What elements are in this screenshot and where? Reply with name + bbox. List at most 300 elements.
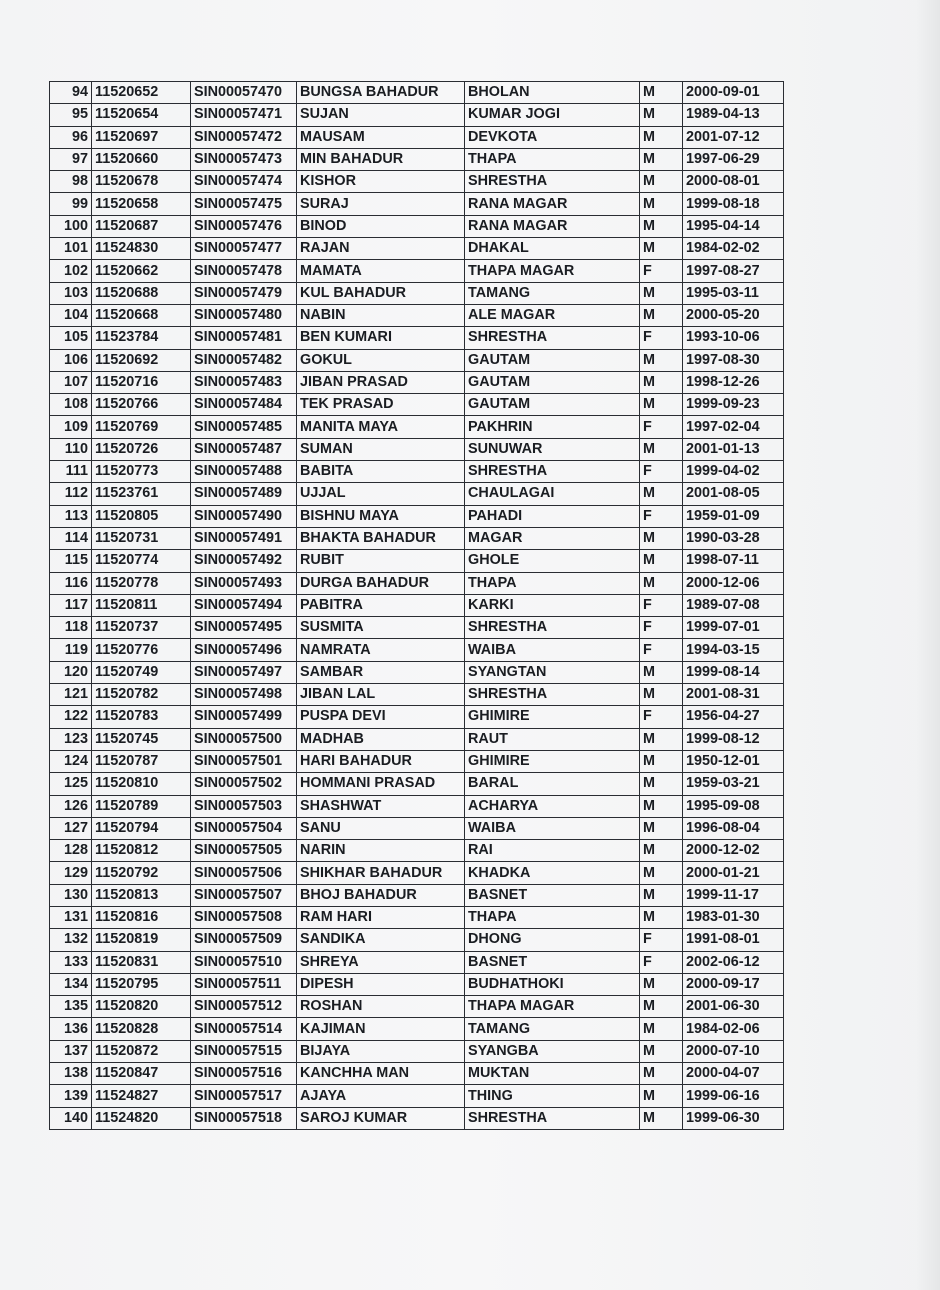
first-name-cell: MADHAB: [297, 728, 465, 750]
id-number-cell: 11520872: [92, 1040, 191, 1062]
id-number-cell: 11523784: [92, 327, 191, 349]
serial-number-cell: 104: [50, 304, 92, 326]
table-row: [50, 684, 784, 706]
sin-number-cell: SIN00057516: [191, 1063, 297, 1085]
table-row: [50, 148, 784, 170]
date-of-birth-cell: 1989-07-08: [683, 594, 784, 616]
table-row: [50, 594, 784, 616]
first-name-cell: AJAYA: [297, 1085, 465, 1107]
first-name-cell: SAROJ KUMAR: [297, 1107, 465, 1129]
sin-number-cell: SIN00057488: [191, 461, 297, 483]
date-of-birth-cell: 1995-04-14: [683, 215, 784, 237]
date-of-birth-cell: 1997-08-27: [683, 260, 784, 282]
table-row: [50, 661, 784, 683]
sex-cell: M: [640, 349, 683, 371]
id-number-cell: 11520773: [92, 461, 191, 483]
date-of-birth-cell: 2001-07-12: [683, 126, 784, 148]
table-row: [50, 349, 784, 371]
last-name-cell: DEVKOTA: [465, 126, 640, 148]
date-of-birth-cell: 1999-08-12: [683, 728, 784, 750]
sin-number-cell: SIN00057502: [191, 773, 297, 795]
serial-number-cell: 112: [50, 483, 92, 505]
id-number-cell: 11520789: [92, 795, 191, 817]
first-name-cell: DIPESH: [297, 973, 465, 995]
serial-number-cell: 121: [50, 684, 92, 706]
sin-number-cell: SIN00057480: [191, 304, 297, 326]
date-of-birth-cell: 1999-09-23: [683, 394, 784, 416]
id-number-cell: 11520805: [92, 505, 191, 527]
id-number-cell: 11520692: [92, 349, 191, 371]
first-name-cell: NABIN: [297, 304, 465, 326]
date-of-birth-cell: 1999-04-02: [683, 461, 784, 483]
id-number-cell: 11520828: [92, 1018, 191, 1040]
sex-cell: M: [640, 171, 683, 193]
sex-cell: M: [640, 840, 683, 862]
date-of-birth-cell: 1989-04-13: [683, 104, 784, 126]
date-of-birth-cell: 2000-09-01: [683, 82, 784, 104]
table-row: [50, 572, 784, 594]
sex-cell: M: [640, 862, 683, 884]
id-number-cell: 11520787: [92, 750, 191, 772]
serial-number-cell: 119: [50, 639, 92, 661]
date-of-birth-cell: 1999-06-30: [683, 1107, 784, 1129]
date-of-birth-cell: 1997-08-30: [683, 349, 784, 371]
id-number-cell: 11524830: [92, 238, 191, 260]
serial-number-cell: 127: [50, 817, 92, 839]
serial-number-cell: 98: [50, 171, 92, 193]
sex-cell: M: [640, 750, 683, 772]
table-row: [50, 238, 784, 260]
first-name-cell: MIN BAHADUR: [297, 148, 465, 170]
first-name-cell: RAM HARI: [297, 906, 465, 928]
sex-cell: M: [640, 215, 683, 237]
table-row: [50, 371, 784, 393]
serial-number-cell: 102: [50, 260, 92, 282]
last-name-cell: GHOLE: [465, 550, 640, 572]
table-row: [50, 1085, 784, 1107]
serial-number-cell: 131: [50, 906, 92, 928]
table-row: [50, 416, 784, 438]
sin-number-cell: SIN00057472: [191, 126, 297, 148]
id-number-cell: 11520792: [92, 862, 191, 884]
table-row: [50, 906, 784, 928]
serial-number-cell: 103: [50, 282, 92, 304]
table-row: [50, 1063, 784, 1085]
date-of-birth-cell: 1998-12-26: [683, 371, 784, 393]
date-of-birth-cell: 1999-11-17: [683, 884, 784, 906]
table-row: [50, 929, 784, 951]
roster-body: [50, 82, 784, 1130]
sin-number-cell: SIN00057479: [191, 282, 297, 304]
id-number-cell: 11520731: [92, 527, 191, 549]
id-number-cell: 11520688: [92, 282, 191, 304]
table-row: [50, 126, 784, 148]
sex-cell: M: [640, 394, 683, 416]
table-row: [50, 394, 784, 416]
date-of-birth-cell: 2000-04-07: [683, 1063, 784, 1085]
id-number-cell: 11520783: [92, 706, 191, 728]
table-row: [50, 862, 784, 884]
serial-number-cell: 133: [50, 951, 92, 973]
table-row: [50, 527, 784, 549]
serial-number-cell: 113: [50, 505, 92, 527]
id-number-cell: 11520660: [92, 148, 191, 170]
table-row: [50, 795, 784, 817]
table-row: [50, 817, 784, 839]
first-name-cell: JIBAN PRASAD: [297, 371, 465, 393]
date-of-birth-cell: 1999-07-01: [683, 617, 784, 639]
sex-cell: M: [640, 1040, 683, 1062]
serial-number-cell: 132: [50, 929, 92, 951]
sin-number-cell: SIN00057485: [191, 416, 297, 438]
first-name-cell: RAJAN: [297, 238, 465, 260]
serial-number-cell: 108: [50, 394, 92, 416]
id-number-cell: 11520745: [92, 728, 191, 750]
first-name-cell: PUSPA DEVI: [297, 706, 465, 728]
last-name-cell: THAPA: [465, 906, 640, 928]
table-row: [50, 1040, 784, 1062]
date-of-birth-cell: 1998-07-11: [683, 550, 784, 572]
sin-number-cell: SIN00057492: [191, 550, 297, 572]
id-number-cell: 11520778: [92, 572, 191, 594]
last-name-cell: SHRESTHA: [465, 617, 640, 639]
id-number-cell: 11520668: [92, 304, 191, 326]
id-number-cell: 11524827: [92, 1085, 191, 1107]
date-of-birth-cell: 2001-06-30: [683, 996, 784, 1018]
date-of-birth-cell: 1995-03-11: [683, 282, 784, 304]
sin-number-cell: SIN00057515: [191, 1040, 297, 1062]
id-number-cell: 11520794: [92, 817, 191, 839]
page-edge-shadow: [916, 0, 940, 1290]
sin-number-cell: SIN00057496: [191, 639, 297, 661]
sin-number-cell: SIN00057487: [191, 438, 297, 460]
last-name-cell: PAHADI: [465, 505, 640, 527]
date-of-birth-cell: 2001-01-13: [683, 438, 784, 460]
first-name-cell: KANCHHA MAN: [297, 1063, 465, 1085]
serial-number-cell: 128: [50, 840, 92, 862]
id-number-cell: 11520737: [92, 617, 191, 639]
serial-number-cell: 109: [50, 416, 92, 438]
sin-number-cell: SIN00057511: [191, 973, 297, 995]
table-row: [50, 773, 784, 795]
sin-number-cell: SIN00057505: [191, 840, 297, 862]
first-name-cell: HARI BAHADUR: [297, 750, 465, 772]
serial-number-cell: 136: [50, 1018, 92, 1040]
sin-number-cell: SIN00057494: [191, 594, 297, 616]
last-name-cell: ACHARYA: [465, 795, 640, 817]
sex-cell: F: [640, 706, 683, 728]
last-name-cell: DHAKAL: [465, 238, 640, 260]
last-name-cell: TAMANG: [465, 1018, 640, 1040]
first-name-cell: BHOJ BAHADUR: [297, 884, 465, 906]
table-row: [50, 550, 784, 572]
serial-number-cell: 125: [50, 773, 92, 795]
table-row: [50, 171, 784, 193]
id-number-cell: 11520831: [92, 951, 191, 973]
sex-cell: M: [640, 1085, 683, 1107]
last-name-cell: TAMANG: [465, 282, 640, 304]
first-name-cell: BHAKTA BAHADUR: [297, 527, 465, 549]
sex-cell: M: [640, 906, 683, 928]
serial-number-cell: 140: [50, 1107, 92, 1129]
sex-cell: M: [640, 483, 683, 505]
id-number-cell: 11520716: [92, 371, 191, 393]
id-number-cell: 11520816: [92, 906, 191, 928]
last-name-cell: MAGAR: [465, 527, 640, 549]
date-of-birth-cell: 1984-02-06: [683, 1018, 784, 1040]
last-name-cell: KARKI: [465, 594, 640, 616]
table-row: [50, 327, 784, 349]
serial-number-cell: 107: [50, 371, 92, 393]
sex-cell: M: [640, 550, 683, 572]
first-name-cell: DURGA BAHADUR: [297, 572, 465, 594]
first-name-cell: SUSMITA: [297, 617, 465, 639]
sex-cell: M: [640, 371, 683, 393]
sin-number-cell: SIN00057507: [191, 884, 297, 906]
sex-cell: F: [640, 951, 683, 973]
table-row: [50, 505, 784, 527]
first-name-cell: SHIKHAR BAHADUR: [297, 862, 465, 884]
sex-cell: F: [640, 594, 683, 616]
first-name-cell: KISHOR: [297, 171, 465, 193]
sin-number-cell: SIN00057489: [191, 483, 297, 505]
first-name-cell: BIJAYA: [297, 1040, 465, 1062]
sin-number-cell: SIN00057471: [191, 104, 297, 126]
date-of-birth-cell: 1994-03-15: [683, 639, 784, 661]
sex-cell: M: [640, 282, 683, 304]
sin-number-cell: SIN00057483: [191, 371, 297, 393]
last-name-cell: THAPA MAGAR: [465, 996, 640, 1018]
serial-number-cell: 106: [50, 349, 92, 371]
id-number-cell: 11520658: [92, 193, 191, 215]
first-name-cell: RUBIT: [297, 550, 465, 572]
last-name-cell: SHRESTHA: [465, 684, 640, 706]
table-row: [50, 840, 784, 862]
sin-number-cell: SIN00057495: [191, 617, 297, 639]
serial-number-cell: 126: [50, 795, 92, 817]
date-of-birth-cell: 1999-06-16: [683, 1085, 784, 1107]
first-name-cell: SANDIKA: [297, 929, 465, 951]
serial-number-cell: 123: [50, 728, 92, 750]
first-name-cell: NARIN: [297, 840, 465, 862]
serial-number-cell: 114: [50, 527, 92, 549]
last-name-cell: THAPA MAGAR: [465, 260, 640, 282]
last-name-cell: SYANGBA: [465, 1040, 640, 1062]
serial-number-cell: 116: [50, 572, 92, 594]
id-number-cell: 11520654: [92, 104, 191, 126]
sin-number-cell: SIN00057509: [191, 929, 297, 951]
serial-number-cell: 115: [50, 550, 92, 572]
date-of-birth-cell: 1959-03-21: [683, 773, 784, 795]
id-number-cell: 11520774: [92, 550, 191, 572]
sex-cell: F: [640, 260, 683, 282]
last-name-cell: SUNUWAR: [465, 438, 640, 460]
date-of-birth-cell: 1956-04-27: [683, 706, 784, 728]
serial-number-cell: 130: [50, 884, 92, 906]
sex-cell: F: [640, 505, 683, 527]
first-name-cell: BABITA: [297, 461, 465, 483]
first-name-cell: BINOD: [297, 215, 465, 237]
last-name-cell: MUKTAN: [465, 1063, 640, 1085]
table-row: [50, 483, 784, 505]
table-row: [50, 706, 784, 728]
sin-number-cell: SIN00057497: [191, 661, 297, 683]
sex-cell: M: [640, 148, 683, 170]
serial-number-cell: 105: [50, 327, 92, 349]
sin-number-cell: SIN00057475: [191, 193, 297, 215]
id-number-cell: 11520749: [92, 661, 191, 683]
last-name-cell: SHRESTHA: [465, 1107, 640, 1129]
last-name-cell: BUDHATHOKI: [465, 973, 640, 995]
serial-number-cell: 118: [50, 617, 92, 639]
serial-number-cell: 138: [50, 1063, 92, 1085]
first-name-cell: NAMRATA: [297, 639, 465, 661]
table-row: [50, 996, 784, 1018]
serial-number-cell: 94: [50, 82, 92, 104]
id-number-cell: 11520810: [92, 773, 191, 795]
last-name-cell: RANA MAGAR: [465, 215, 640, 237]
sin-number-cell: SIN00057503: [191, 795, 297, 817]
last-name-cell: BARAL: [465, 773, 640, 795]
date-of-birth-cell: 2001-08-05: [683, 483, 784, 505]
last-name-cell: KHADKA: [465, 862, 640, 884]
id-number-cell: 11520687: [92, 215, 191, 237]
id-number-cell: 11520795: [92, 973, 191, 995]
last-name-cell: GAUTAM: [465, 394, 640, 416]
serial-number-cell: 129: [50, 862, 92, 884]
last-name-cell: RANA MAGAR: [465, 193, 640, 215]
table-row: [50, 215, 784, 237]
serial-number-cell: 111: [50, 461, 92, 483]
sex-cell: M: [640, 1063, 683, 1085]
last-name-cell: ALE MAGAR: [465, 304, 640, 326]
sin-number-cell: SIN00057476: [191, 215, 297, 237]
id-number-cell: 11520776: [92, 639, 191, 661]
id-number-cell: 11520782: [92, 684, 191, 706]
last-name-cell: CHAULAGAI: [465, 483, 640, 505]
first-name-cell: JIBAN LAL: [297, 684, 465, 706]
serial-number-cell: 120: [50, 661, 92, 683]
first-name-cell: MAUSAM: [297, 126, 465, 148]
table-row: [50, 461, 784, 483]
sin-number-cell: SIN00057470: [191, 82, 297, 104]
last-name-cell: PAKHRIN: [465, 416, 640, 438]
sin-number-cell: SIN00057510: [191, 951, 297, 973]
date-of-birth-cell: 2002-06-12: [683, 951, 784, 973]
date-of-birth-cell: 1997-02-04: [683, 416, 784, 438]
date-of-birth-cell: 1959-01-09: [683, 505, 784, 527]
sin-number-cell: SIN00057508: [191, 906, 297, 928]
last-name-cell: GHIMIRE: [465, 706, 640, 728]
last-name-cell: THING: [465, 1085, 640, 1107]
sin-number-cell: SIN00057500: [191, 728, 297, 750]
id-number-cell: 11520847: [92, 1063, 191, 1085]
table-row: [50, 438, 784, 460]
sex-cell: F: [640, 929, 683, 951]
date-of-birth-cell: 1999-08-14: [683, 661, 784, 683]
serial-number-cell: 135: [50, 996, 92, 1018]
date-of-birth-cell: 2000-08-01: [683, 171, 784, 193]
sin-number-cell: SIN00057499: [191, 706, 297, 728]
sex-cell: M: [640, 1018, 683, 1040]
table-row: [50, 951, 784, 973]
sin-number-cell: SIN00057474: [191, 171, 297, 193]
sex-cell: M: [640, 238, 683, 260]
sex-cell: M: [640, 996, 683, 1018]
table-row: [50, 282, 784, 304]
serial-number-cell: 99: [50, 193, 92, 215]
last-name-cell: RAI: [465, 840, 640, 862]
date-of-birth-cell: 1983-01-30: [683, 906, 784, 928]
serial-number-cell: 101: [50, 238, 92, 260]
id-number-cell: 11520726: [92, 438, 191, 460]
first-name-cell: ROSHAN: [297, 996, 465, 1018]
last-name-cell: SHRESTHA: [465, 327, 640, 349]
last-name-cell: WAIBA: [465, 639, 640, 661]
last-name-cell: KUMAR JOGI: [465, 104, 640, 126]
serial-number-cell: 100: [50, 215, 92, 237]
sin-number-cell: SIN00057518: [191, 1107, 297, 1129]
sex-cell: F: [640, 327, 683, 349]
serial-number-cell: 124: [50, 750, 92, 772]
serial-number-cell: 137: [50, 1040, 92, 1062]
sin-number-cell: SIN00057473: [191, 148, 297, 170]
id-number-cell: 11520819: [92, 929, 191, 951]
last-name-cell: GHIMIRE: [465, 750, 640, 772]
first-name-cell: GOKUL: [297, 349, 465, 371]
date-of-birth-cell: 2000-09-17: [683, 973, 784, 995]
sin-number-cell: SIN00057514: [191, 1018, 297, 1040]
table-row: [50, 728, 784, 750]
id-number-cell: 11520652: [92, 82, 191, 104]
first-name-cell: PABITRA: [297, 594, 465, 616]
sex-cell: M: [640, 773, 683, 795]
sex-cell: M: [640, 1107, 683, 1129]
first-name-cell: SAMBAR: [297, 661, 465, 683]
sex-cell: F: [640, 461, 683, 483]
first-name-cell: KAJIMAN: [297, 1018, 465, 1040]
date-of-birth-cell: 2000-12-02: [683, 840, 784, 862]
id-number-cell: 11520812: [92, 840, 191, 862]
sex-cell: M: [640, 661, 683, 683]
sin-number-cell: SIN00057517: [191, 1085, 297, 1107]
table-row: [50, 617, 784, 639]
sex-cell: M: [640, 572, 683, 594]
sin-number-cell: SIN00057504: [191, 817, 297, 839]
sin-number-cell: SIN00057491: [191, 527, 297, 549]
table-row: [50, 1107, 784, 1129]
last-name-cell: THAPA: [465, 572, 640, 594]
date-of-birth-cell: 1993-10-06: [683, 327, 784, 349]
first-name-cell: KUL BAHADUR: [297, 282, 465, 304]
id-number-cell: 11524820: [92, 1107, 191, 1129]
sex-cell: F: [640, 617, 683, 639]
first-name-cell: BEN KUMARI: [297, 327, 465, 349]
table-row: [50, 884, 784, 906]
sex-cell: M: [640, 973, 683, 995]
serial-number-cell: 134: [50, 973, 92, 995]
id-number-cell: 11520662: [92, 260, 191, 282]
first-name-cell: SANU: [297, 817, 465, 839]
last-name-cell: SHRESTHA: [465, 461, 640, 483]
sex-cell: M: [640, 527, 683, 549]
sex-cell: M: [640, 817, 683, 839]
sin-number-cell: SIN00057506: [191, 862, 297, 884]
date-of-birth-cell: 2000-12-06: [683, 572, 784, 594]
first-name-cell: TEK PRASAD: [297, 394, 465, 416]
serial-number-cell: 95: [50, 104, 92, 126]
sin-number-cell: SIN00057498: [191, 684, 297, 706]
